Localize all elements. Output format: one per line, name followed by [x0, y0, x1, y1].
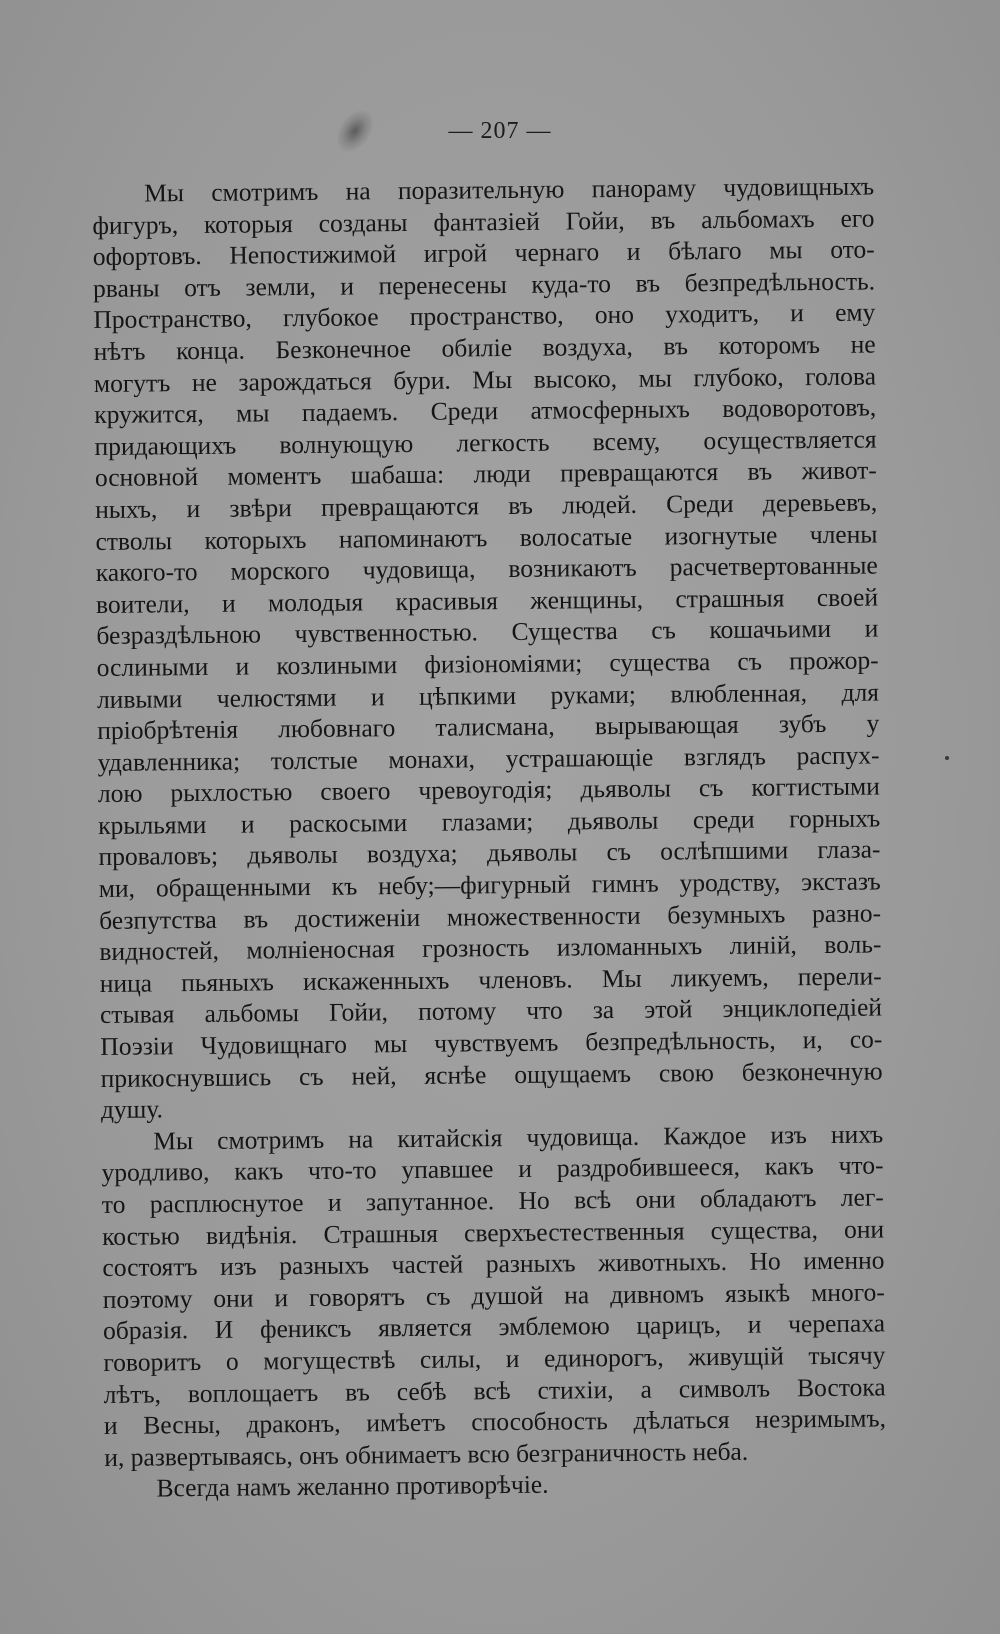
text-line: Пространство, глубокое пространство, оно уходитъ, и ему	[93, 297, 876, 335]
text-line: стывая альбомы Гойи, потому что за этой энциклопедіей	[99, 992, 883, 1030]
text-line: лою рыхлостью своего чревоугодія; дьяволы съ когтистыми	[97, 771, 881, 809]
text-line: видностей, молніеносная грозность изломанныхъ линій, воль-	[99, 929, 882, 967]
text-line: могутъ не зарождаться бури. Мы высоко, мы глубоко, голова	[93, 361, 877, 398]
text-line: лѣтъ, воплощаетъ въ себѣ всѣ стихіи, а символъ Востока	[103, 1372, 886, 1409]
text-line: говоритъ о могуществѣ силы, и единорогъ, живущій тысячу	[103, 1340, 886, 1377]
text-line: душу.	[100, 1094, 164, 1125]
text-line: Поэзіи Чудовищнаго мы чувствуемъ безпредѣльность, и, со-	[100, 1024, 883, 1061]
text-line: прикоснувшись съ ней, яснѣе ощущаемъ свою безконечную	[100, 1056, 883, 1093]
text-line: образія. И фениксъ является эмблемою царицъ, и черепаха	[102, 1308, 886, 1346]
text-line: придающихъ волнующую легкость всему, осуществляется	[94, 424, 877, 461]
text-line: какого-то морского чудовища, возникаютъ расчетвертованные	[95, 550, 878, 588]
page-number: — 207 —	[448, 118, 552, 144]
text-line: ми, обращенными къ небу;—фигурный гимнъ уродству, экстазъ	[98, 866, 881, 904]
text-line: проваловъ; дьяволы воздуха; дьяволы съ ослѣпшими глаза-	[98, 834, 881, 872]
text-line: стволы которыхъ напоминаютъ волосатые изогнутые члены	[95, 519, 878, 556]
text-line: фигуръ, которыя созданы фантазіей Гойи, въ альбомахъ его	[92, 203, 875, 240]
text-line: нѣтъ конца. Безконечное обиліе воздуха, въ которомъ не	[93, 329, 876, 366]
text-line: воители, и молодыя красивыя женщины, страшныя своей	[95, 582, 879, 619]
paragraph-goya	[92, 170, 883, 1125]
text-line: костью видѣнія. Страшныя сверхъестественныя существа, они	[102, 1214, 885, 1251]
text-line: Мы смотримъ на китайскія чудовища. Каждое изъ нихъ	[153, 1119, 884, 1156]
text-line: офортовъ. Непостижимой игрой чернаго и бѣлаго мы ото-	[92, 234, 875, 272]
text-line: ныхъ, и звѣри превращаются въ людей. Среди деревьевъ,	[95, 487, 878, 524]
text-line: крыльями и раскосыми глазами; дьяволы среди горныхъ	[98, 803, 881, 840]
text-line: безпутства въ достиженіи множественности безумныхъ разно-	[98, 898, 882, 935]
body-text	[92, 170, 887, 1504]
text-line: кружится, мы падаемъ. Среди атмосферныхъ водоворотовъ,	[94, 392, 877, 430]
paragraph-contradiction	[104, 1466, 886, 1505]
text-line: удавленника; толстые монахи, устрашающіе взглядъ распух-	[97, 740, 880, 777]
text-line: уродливо, какъ что-то упавшее и раздробившееся, какъ что-	[101, 1150, 884, 1188]
text-line: Всегда намъ желанно противорѣчіе.	[156, 1470, 549, 1503]
text-line: то расплюснутое и запутанное. Но всѣ они обладаютъ лег-	[101, 1182, 884, 1219]
text-line: и, развертываясь, онъ обнимаетъ всю безграничность неба.	[104, 1436, 749, 1472]
text-line: ослиными и козлиными физіономіями; существа съ прожор-	[96, 645, 879, 682]
text-line: безраздѣльною чувственностью. Существа съ кошачьими и	[96, 613, 879, 651]
text-line: состоятъ изъ разныхъ частей разныхъ животныхъ. Но именно	[102, 1245, 885, 1283]
text-line: поэтому они и говорятъ съ душой на дивномъ языкѣ много-	[102, 1277, 885, 1314]
text-line: и Весны, драконъ, имѣетъ способность дѣлаться незримымъ,	[103, 1403, 887, 1441]
paragraph-chinese-monsters	[101, 1118, 886, 1473]
text-line: ница пьяныхъ искаженныхъ членовъ. Мы ликуемъ, перели-	[99, 961, 882, 998]
margin-speck	[945, 756, 949, 760]
text-line: основной моментъ шабаша: люди превращаются въ живот-	[94, 455, 877, 493]
text-line: ливыми челюстями и цѣпкими руками; влюбленная, для	[96, 676, 880, 714]
text-line: пріобрѣтенія любовнаго талисмана, вырывающая зубъ у	[97, 708, 880, 746]
text-line: рваны отъ земли, и перенесены куда-то въ безпредѣльность.	[92, 266, 876, 303]
text-line: Мы смотримъ на поразительную панораму чудовищныхъ	[144, 171, 875, 208]
